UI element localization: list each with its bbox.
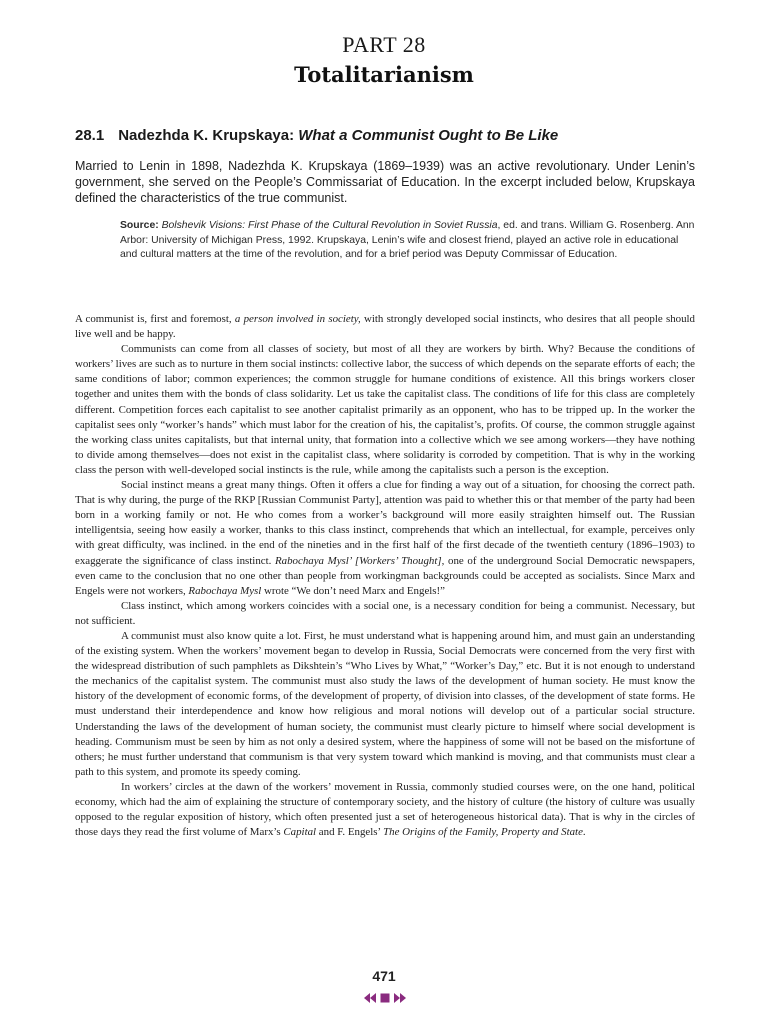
previous-page-icon[interactable] bbox=[364, 993, 376, 1003]
part-label: PART 28 bbox=[342, 32, 426, 57]
source-label: Source: bbox=[120, 220, 159, 231]
page-navigation bbox=[364, 992, 406, 1004]
page-number: 471 bbox=[372, 968, 396, 984]
section-heading bbox=[75, 127, 695, 144]
body-paragraph-1: A communist is, first and foremost, a person involved in society, with strongly developed social instincts, who desires that all people should live well and be happy. bbox=[75, 313, 696, 341]
source-details: , ed. and trans. William G. Rosenberg. Ann Arbor: University of Michigan Press, 1992. Krupskaya, Lenin’s wife and closest friend, played an active role in educational and cultural matters at the time of the revolution, and for a brief period was Deputy Commissar of Education. bbox=[120, 220, 695, 260]
next-page-icon[interactable] bbox=[394, 993, 406, 1003]
body-paragraph-5: A communist must also know quite a lot. First, he must understand what is happening around him, and must gain an understanding of the existing system. When the workers’ movement began to develop in Russia, Social Democrats were concerned from the very first with the widespread distribution of such pamphlets as Dikshtein’s “Who Lives by What,” “Worker’s Day,” etc. But it is not enough to understand the mechanics of the capitalist system. The communist must also study the laws of the development of human society. He must know the history of the development of economic forms, of the development of property, of division into classes, of the development of state forms. He must understand their interdependence and know how religious and moral notions will develop out of a particular social structure. Understanding the laws of the development of human society, the communist must clearly picture to himself where social development is heading. Communism must be seen by him as not only a desired system, where the happiness of some will not be based on the misfortune of others; he must further understand that communism is that very system toward which mankind is moving, and that communists must clear a path to this system, and promote its speedy coming. bbox=[75, 629, 695, 778]
part-title: Totalitarianism bbox=[294, 62, 474, 87]
section-number: 28.1 bbox=[75, 127, 105, 144]
source-book-title: Bolshevik Visions: First Phase of the Cultural Revolution in Soviet Russia bbox=[161, 220, 498, 231]
source-note bbox=[120, 219, 695, 263]
contents-icon[interactable] bbox=[379, 993, 391, 1003]
excerpt-body bbox=[75, 312, 695, 840]
body-paragraph-4: Class instinct, which among workers coincides with a social one, is a necessary condition for being a communist. Necessary, but not sufficient. bbox=[75, 599, 695, 627]
intro-paragraph: Married to Lenin in 1898, Nadezhda K. Krupskaya (1869–1939) was an active revolutionary. Under Lenin’s government, she served on the People’s Commissariat of Education. In the excerpt included below, Krupskaya defined the characteristics of the true communist. bbox=[75, 159, 695, 205]
body-paragraph-6: In workers’ circles at the dawn of the workers’ movement in Russia, commonly studied courses were, on the one hand, political economy, which had the aim of explaining the structure of contemporary society, and the history of culture (the history of culture was usually opposed to the regular exposition of history, which often presented just a set of heterogeneous historical data). That is why in the circles of those days they read the first volume of Marx’s Capital and F. Engels’ The Origins of the Family, Property and State. bbox=[75, 780, 695, 839]
body-paragraph-2: Communists can come from all classes of society, but most of all they are workers by birth. Why? Because the conditions of workers’ lives are such as to nurture in them social instincts: collective labor, the success of which depends on the separate efforts of each; the same conditions of labor; common experiences; the common struggle for humane conditions of existence. All this brings workers closer together and unites them with the bonds of class solidarity. Let us take the capitalist class. The conditions of life for this class are completely different. Competition forces each capitalist to see another capitalist primarily as an opponent, who has to be tripped up. In the worker the capitalist sees only “worker’s hands” which must labor for the creation of his, the capitalist’s, profits. Of course, the common struggle against the working class unites capitalists, but that internal unity, that formation into a collective which we see among workers—they have nothing to divide among themselves—does not exist in the capitalist class, where solidarity is corroded by competition. That is why in the working class the person with well-developed social instincts is the rule, while among the capitalists such a person is the exception. bbox=[75, 343, 695, 476]
body-paragraph-3: Social instinct means a great many things. Often it offers a clue for finding a way out of a situation, for choosing the correct path. That is why during, the purge of the RKP [Russian Communist Party], attention was paid to whether this or that member of the party had been born in a working family or not. He who comes from a worker’s background will more easily straighten himself out. The Russian intelligentsia, seeing how easily a worker, thanks to this class instinct, comprehends that which an intellectual, for example, perceives only with great difficulty, was inclined. in the end of the nineties and in the first half of the first decade of the twentieth century (1896–1903) to exaggerate the significance of class instinct. Rabochaya Mysl’ [Workers’ Thought], one of the underground Social Democratic newspapers, even came to the conclusion that no one other than people from workingman backgrounds could be accepted as socialists. Since Marx and Engels were not workers, Rabochaya Mysl wrote “We don’t need Marx and Engels!” bbox=[75, 479, 695, 597]
section-author: Nadezhda K. Krupskaya: bbox=[118, 127, 295, 144]
section-work-title: What a Communist Ought to Be Like bbox=[298, 127, 559, 144]
